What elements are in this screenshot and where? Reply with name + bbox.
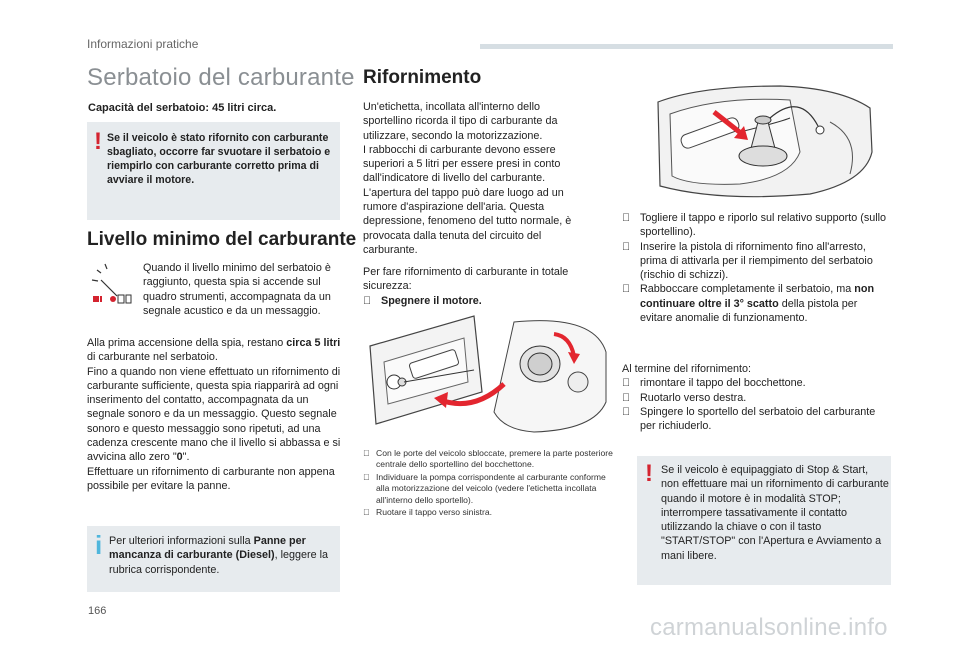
opening-step: Con le porte del veicolo sbloccate, premere la parte posteriore centrale dello sportellino del bocchettone. <box>363 448 621 471</box>
fuel-gauge-icon <box>89 258 133 310</box>
end-of-refuel <box>622 362 890 433</box>
wrong-fuel-warning-text: Se il veicolo è stato rifornito con carburante sbagliato, occorre far svuotare il serbatoio e riempirlo con carburante corretto prima di avviare il motore. <box>107 132 331 186</box>
refuel-step: Rabboccare completamente il serbatoio, ma non continuare oltre il 3° scatto della pistola per evitare anomalie di funzionamento. <box>622 282 890 325</box>
section-heading-rifornimento: Rifornimento <box>363 67 482 88</box>
page-title: Serbatoio del carburante <box>87 64 355 91</box>
section-label: Informazioni pratiche <box>87 37 199 51</box>
safety-instructions <box>363 265 601 308</box>
exclamation-warning-icon: ! <box>645 460 653 487</box>
bullet-icon <box>622 405 630 419</box>
end-step: Ruotarlo verso destra. <box>622 391 890 405</box>
rifornimento-paragraph: Un'etichetta, incollata all'interno dello sportellino ricorda il tipo di carburante da utilizzare, secondo la motorizzazione. <box>363 101 558 142</box>
rifornimento-paragraph: I rabbocchi di carburante devono essere superiori a 5 litri per essere presi in conto dall'indicatore di livello del carburante. <box>363 143 561 185</box>
livello-paragraph: Effettuare un rifornimento di carburante non appena possibile per evitare la panne. <box>87 465 335 492</box>
bullet-icon <box>363 294 371 308</box>
bullet-icon <box>622 391 630 405</box>
bullet-icon <box>363 448 369 459</box>
rifornimento-paragraph: L'apertura del tappo può dare luogo ad un rumore d'aspirazione dell'aria. Questa depressione, fenomeno del tutto normale, è provocata dalla tenuta del circuito del carburante. <box>363 186 572 256</box>
bullet-icon <box>363 472 369 483</box>
end-step: rimontare il tappo del bocchettone. <box>622 376 890 390</box>
bullet-icon <box>363 507 369 518</box>
refuel-step: Inserire la pistola di rifornimento fino all'arresto, prima di attivarla per il riempimento del serbatoio (rischio di schizzi). <box>622 240 890 283</box>
stop-start-warning-text: Se il veicolo è equipaggiato di Stop & Start, non effettuare mai un rifornimento di carburante quando il motore è in modalità STOP; interrompere tassativamente il contatto utilizzando la chiave o con il tasto "START/STOP" con l'Apertura e Avviamento a mani libere. <box>661 464 889 562</box>
opening-step: Ruotare il tappo verso sinistra. <box>363 507 621 518</box>
safety-intro: Per fare rifornimento di carburante in totale sicurezza: <box>363 266 569 293</box>
gauge-description: Quando il livello minimo del serbatoio è raggiunto, questa spia si accende sul quadro strumenti, accompagnata da un segnale acustico e da un messaggio. <box>143 262 331 317</box>
info-note <box>87 526 340 592</box>
safety-step: Spegnere il motore. <box>363 294 601 308</box>
livello-body <box>87 336 343 493</box>
refuel-steps <box>622 211 890 325</box>
info-icon: i <box>95 530 103 560</box>
livello-paragraph: Alla prima accensione della spia, restano circa 5 litri di carburante nel serbatoio. <box>87 337 341 364</box>
tank-capacity: Capacità del serbatoio: 45 litri circa. <box>88 102 277 114</box>
bullet-icon <box>622 211 630 225</box>
livello-paragraph: Fino a quando non viene effettuato un rifornimento di carburante sufficiente, questa spia riapparirà ad ogni inserimento del contatto, accompagnata da un segnale sonoro e da un messaggio. Questo segnale sonoro e questo messaggio sono ripetuti, ad una cadenza crescente mano che il livello si abbassa e si avvicina allo zero "0". <box>87 365 341 464</box>
end-step: Spingere lo sportello del serbatoio del carburante per richiuderlo. <box>622 405 890 434</box>
watermark: carmanualsonline.info <box>650 614 888 641</box>
exclamation-warning-icon: ! <box>94 128 102 155</box>
fuel-cap-illustration <box>640 82 890 204</box>
page-number: 166 <box>88 605 107 617</box>
rifornimento-body <box>363 100 589 257</box>
header-bar <box>480 44 893 49</box>
opening-steps <box>363 448 621 519</box>
refuel-step: Togliere il tappo e riporlo sul relativo supporto (sullo sportellino). <box>622 211 890 240</box>
bullet-icon <box>622 376 630 390</box>
opening-step: Individuare la pompa corrispondente al carburante conforme alla motorizzazione del veicolo (vedere l'etichetta incollata all'interno dello sportello). <box>363 472 621 506</box>
bullet-icon <box>622 240 630 254</box>
section-heading-livello: Livello minimo del carburante <box>87 229 357 250</box>
end-intro: Al termine del rifornimento: <box>622 363 752 375</box>
bullet-icon <box>622 282 630 296</box>
fuel-door-illustration <box>364 312 615 436</box>
stop-start-warning <box>637 456 891 585</box>
info-note-text: Per ulteriori informazioni sulla Panne per mancanza di carburante (Diesel), leggere la rubrica corrispondente. <box>109 535 329 576</box>
wrong-fuel-warning <box>87 122 340 220</box>
